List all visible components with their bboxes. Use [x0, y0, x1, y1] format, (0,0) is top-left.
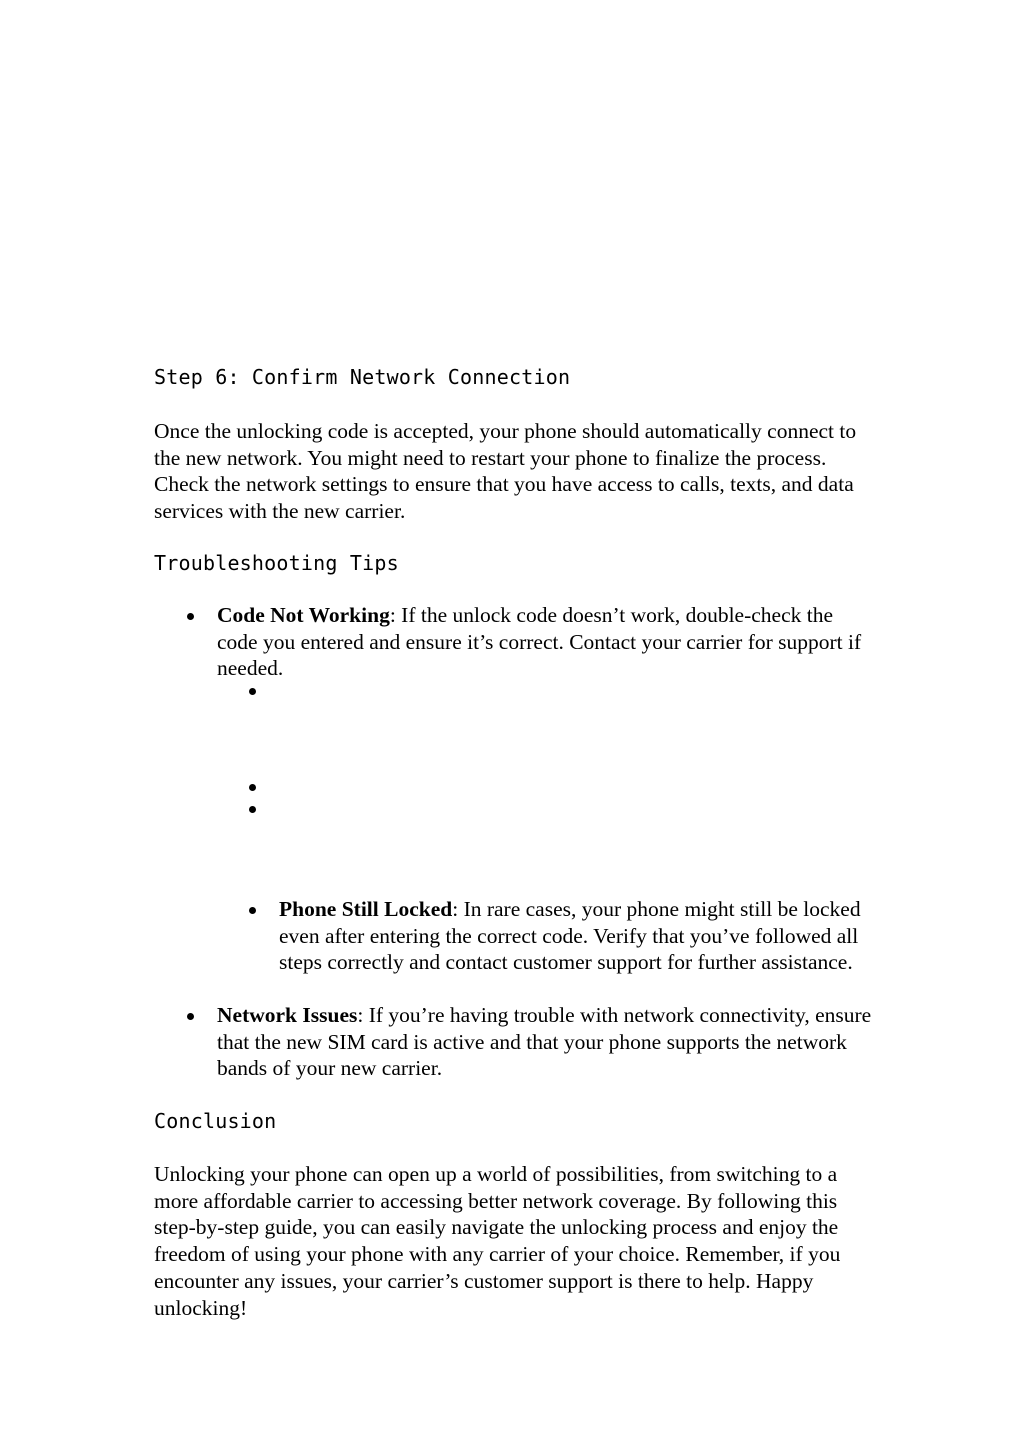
bullet-title: Phone Still Locked [279, 897, 453, 921]
bullet-text [217, 1002, 874, 1082]
bullet-body: : In rare cases, your phone might still be locked even after entering the correct code. Verify that you’ve followed all steps correctly and contact customer support for further assistance. [279, 897, 861, 975]
bullet-text [279, 896, 874, 976]
empty-bullet-dot-icon [249, 806, 256, 813]
bullet-dot-icon [187, 1013, 194, 1020]
bullet-dot-icon [187, 613, 194, 620]
bullet-item-code-not-working [217, 602, 867, 682]
troubleshooting-heading: Troubleshooting Tips [154, 551, 399, 575]
empty-bullet-dot-icon [249, 784, 256, 791]
bullet-title: Code Not Working [217, 603, 390, 627]
conclusion-heading: Conclusion [154, 1109, 277, 1133]
bullet-title: Network Issues [217, 1003, 358, 1027]
bullet-text [217, 602, 867, 682]
bullet-item-network-issues [217, 1002, 874, 1082]
step-6-heading: Step 6: Confirm Network Connection [154, 365, 571, 389]
bullet-dot-icon [249, 907, 256, 914]
step-6-paragraph: Once the unlocking code is accepted, your phone should automatically connect to the new network. You might need to restart your phone to finalize the process. Check the network settings to ensure that you have access to calls, texts, and data services with the new carrier. [154, 419, 857, 524]
bullet-body: : If you’re having trouble with network connectivity, ensure that the new SIM card is active and that your phone supports the network bands of your new carrier. [217, 1003, 872, 1081]
empty-bullet-dot-icon [249, 688, 256, 695]
bullet-item-phone-still-locked [279, 896, 874, 976]
bullet-body: : If the unlock code doesn’t work, double-check the code you entered and ensure it’s correct. Contact your carrier for support if needed. [217, 603, 862, 681]
conclusion-paragraph: Unlocking your phone can open up a world of possibilities, from switching to a more affordable carrier to accessing better network coverage. By following this step-by-step guide, you can easily navigate the unlocking process and enjoy the freedom of using your phone with any carrier of your choice. Remember, if you encounter any issues, your carrier’s customer support is there to help. Happy unlocking! [154, 1162, 841, 1320]
